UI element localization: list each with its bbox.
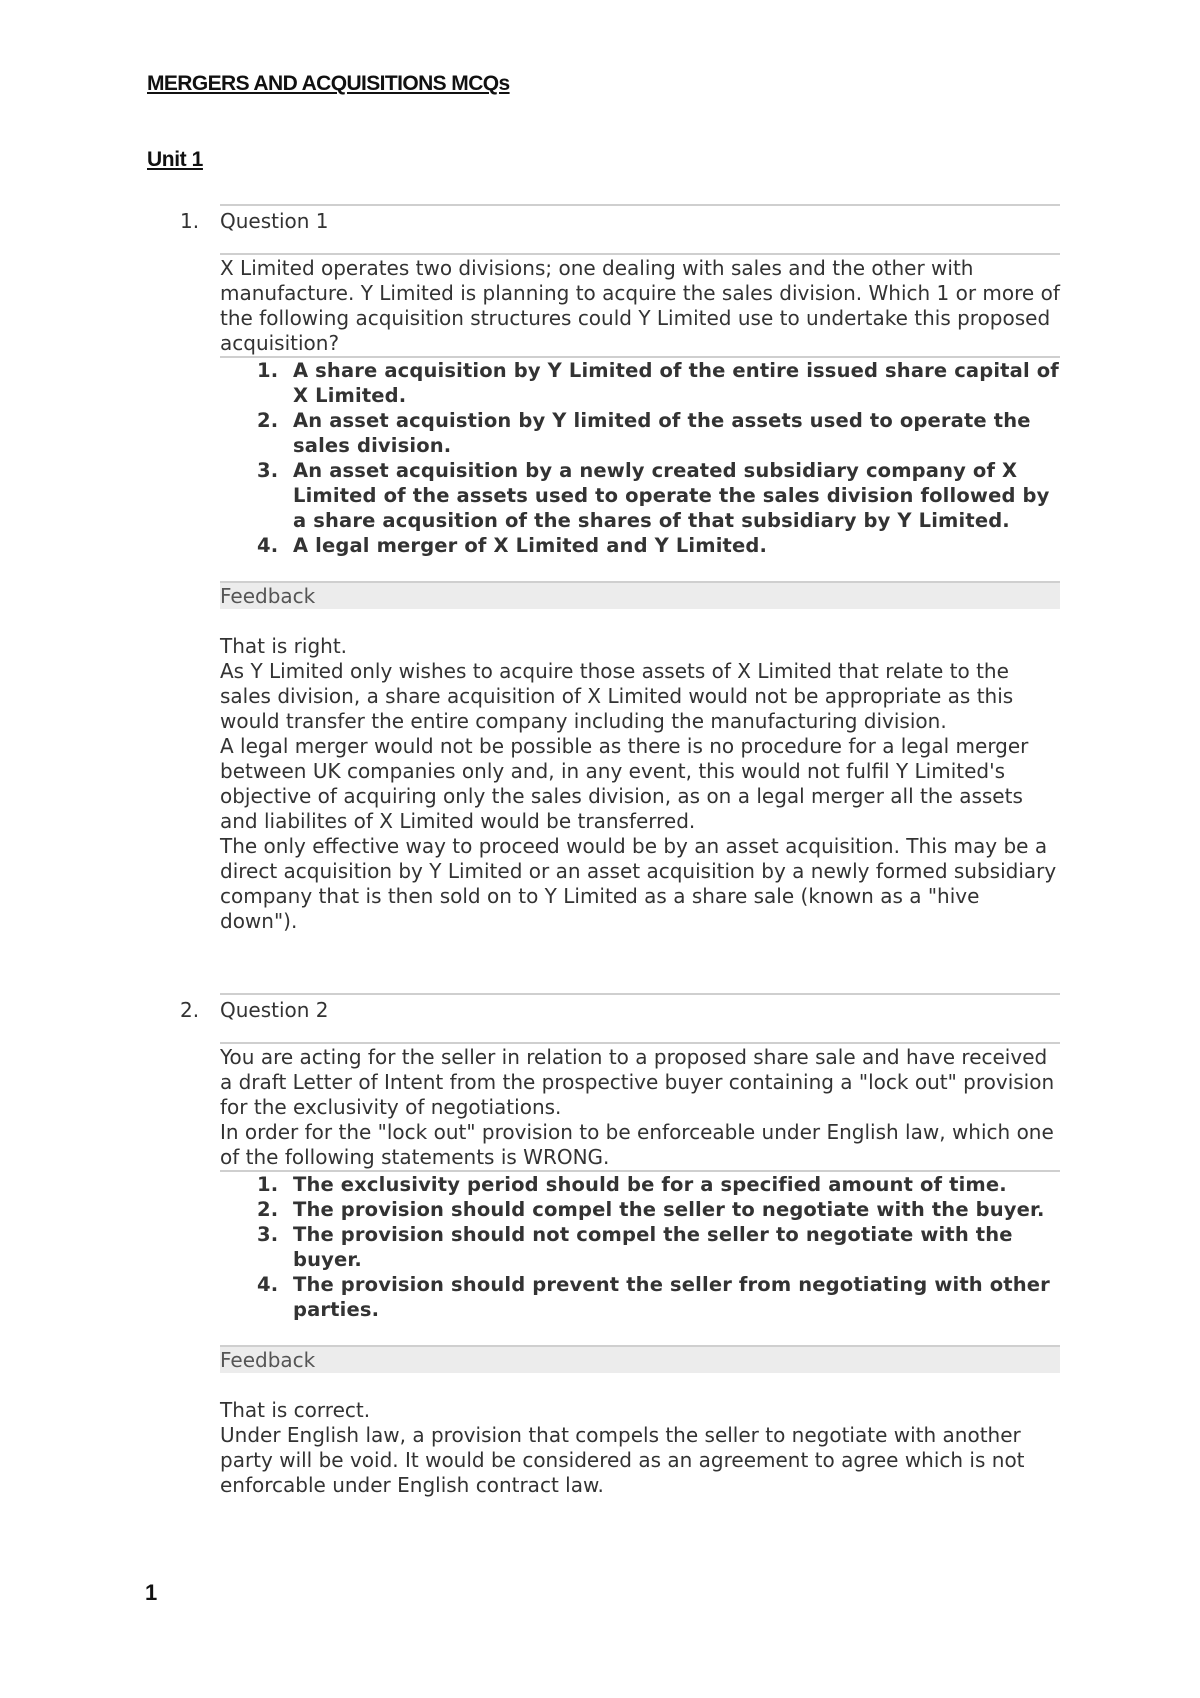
answer-option[interactable] — [220, 1272, 1060, 1322]
option-number: 3. — [257, 1223, 279, 1246]
document-title: MERGERS AND ACQUISITIONS MCQs — [147, 72, 510, 95]
option-number: 1. — [257, 1173, 279, 1196]
answer-option[interactable] — [220, 408, 1060, 458]
option-text: The provision should not compel the seller to negotiate with the buyer. — [293, 1223, 1013, 1271]
question-1 — [180, 204, 1060, 934]
option-text: A share acquisition by Y Limited of the entire issued share capital of X Limited. — [293, 359, 1059, 407]
feedback-paragraph: As Y Limited only wishes to acquire those assets of X Limited that relate to the sales division, a share acquisition of X Limited would not be appropriate as this would transfer the entire company including the manufacturing division. — [220, 659, 1014, 733]
answer-option[interactable] — [220, 1172, 1060, 1197]
option-number: 2. — [257, 409, 279, 432]
option-text: An asset acquisition by a newly created subsidiary company of X Limited of the assets used to operate the sales division followed by a share acqusition of the shares of that subsidiary by Y Limited. — [293, 459, 1050, 532]
option-number: 2. — [257, 1198, 279, 1221]
answer-option[interactable] — [220, 533, 1060, 558]
question-title: Question 2 — [220, 993, 1060, 1042]
feedback-paragraph: A legal merger would not be possible as there is no procedure for a legal merger between UK companies only and, in any event, this would not fulfil Y Limited's objective of acquiring only the sales division, as on a legal merger all the assets and liabilites of X Limited would be transferred. — [220, 734, 1029, 833]
feedback-header: Feedback — [220, 1345, 1060, 1373]
feedback-paragraph: The only effective way to proceed would be by an asset acquisition. This may be a direct acquisition by Y Limited or an asset acquisition by a newly formed subsidiary company that is then sold on to Y Limited as a share sale (known as a "hive down"). — [220, 834, 1057, 933]
option-number: 3. — [257, 459, 279, 482]
option-text: The provision should prevent the seller from negotiating with other parties. — [293, 1273, 1050, 1321]
answer-option[interactable] — [220, 358, 1060, 408]
page-number: 1 — [145, 1580, 158, 1605]
option-number: 4. — [257, 534, 279, 557]
question-number: 2. — [180, 998, 200, 1022]
answer-options — [220, 356, 1060, 558]
stem-paragraph: In order for the "lock out" provision to be enforceable under English law, which one of the following statements is WRONG. — [220, 1120, 1054, 1169]
feedback-paragraph: Under English law, a provision that compels the seller to negotiate with another party will be void. It would be considered as an agreement to agree which is not enforcable under English contract law. — [220, 1423, 1025, 1497]
answer-option[interactable] — [220, 1197, 1060, 1222]
question-title: Question 1 — [220, 204, 1060, 253]
question-2 — [180, 993, 1060, 1498]
option-text: An asset acquistion by Y limited of the assets used to operate the sales division. — [293, 409, 1031, 457]
feedback-body — [220, 634, 1060, 934]
answer-option[interactable] — [220, 1222, 1060, 1272]
option-text: A legal merger of X Limited and Y Limited. — [293, 534, 768, 557]
option-number: 1. — [257, 359, 279, 382]
stem-paragraph: You are acting for the seller in relation to a proposed share sale and have received a draft Letter of Intent from the prospective buyer containing a "lock out" provision for the exclusivity of negotiations. — [220, 1045, 1055, 1119]
answer-options — [220, 1170, 1060, 1322]
question-stem — [220, 1042, 1060, 1170]
feedback-paragraph: That is right. — [220, 634, 348, 658]
option-number: 4. — [257, 1273, 279, 1296]
option-text: The exclusivity period should be for a specified amount of time. — [293, 1173, 1007, 1196]
question-number: 1. — [180, 209, 200, 233]
feedback-body — [220, 1398, 1060, 1498]
feedback-header: Feedback — [220, 581, 1060, 609]
feedback-paragraph: That is correct. — [220, 1398, 371, 1422]
question-stem — [220, 253, 1060, 356]
stem-paragraph: X Limited operates two divisions; one dealing with sales and the other with manufacture. Y Limited is planning to acquire the sales division. Which 1 or more of the following acquisition structures could Y Limited use to undertake this proposed acquisition? — [220, 256, 1060, 355]
option-text: The provision should compel the seller to negotiate with the buyer. — [293, 1198, 1045, 1221]
answer-option[interactable] — [220, 458, 1060, 533]
unit-title: Unit 1 — [147, 148, 203, 171]
